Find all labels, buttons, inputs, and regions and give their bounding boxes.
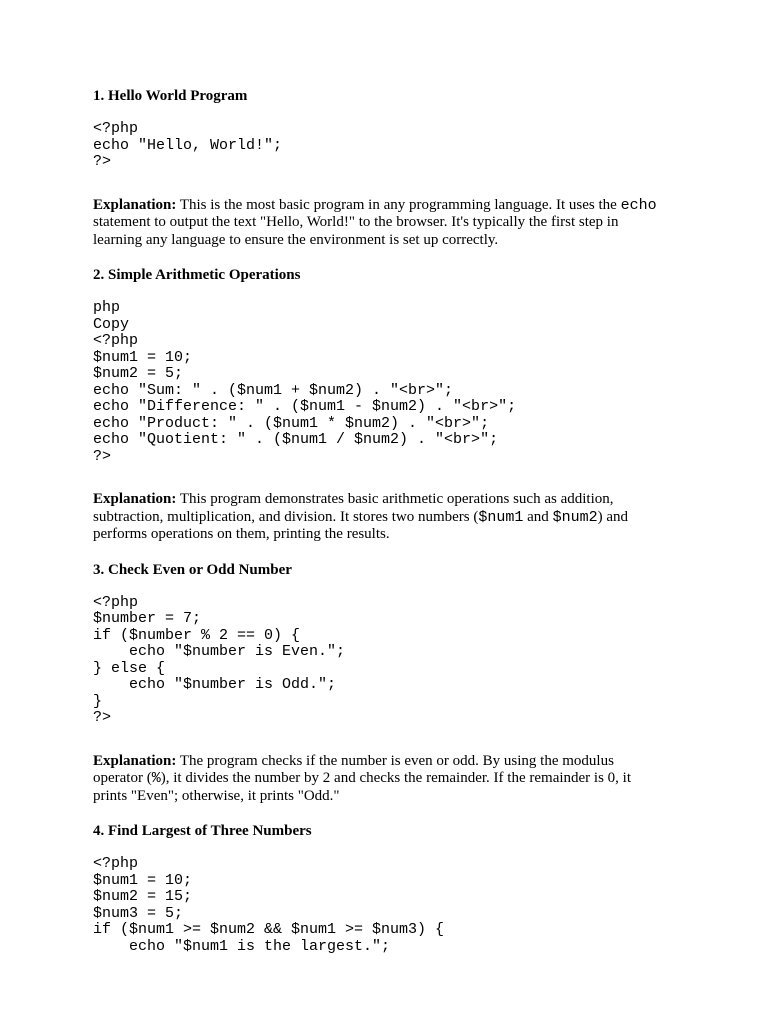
inline-code: $num2 [552,508,598,526]
code-line: echo "Product: " . ($num1 * $num2) . "<br>"; [93,414,490,432]
explanation-label: Explanation: [93,196,177,213]
inline-code: % [151,770,161,787]
section-heading: 2. Simple Arithmetic Operations [93,267,301,283]
code-line: $num2 = 5; [93,365,184,382]
code-line: echo "Hello, World!"; [93,136,283,154]
copy-button[interactable]: Copy [93,315,130,333]
code-line: echo "Quotient: " . ($num1 / $num2) . "<br>"; [93,431,499,448]
section-arithmetic [93,265,693,560]
code-line: $number = 7; [93,610,202,627]
code-line: if ($number % 2 == 0) { [93,626,301,644]
code-line: } else { [93,659,166,677]
code-block [93,595,693,727]
explanation-paragraph [93,197,663,250]
explanation-text: statement to output the text "Hello, World!" to the browser. It's typically the first step in learning any language to ensure the environment is set up correctly. [93,214,619,248]
code-line: echo "$num1 is the largest."; [93,937,391,955]
code-language-label: php [93,299,121,316]
code-line: $num2 = 15; [93,888,193,905]
section-even-odd [93,560,693,822]
code-line: echo "$number is Odd."; [93,676,337,693]
explanation-text: and [523,508,553,525]
explanation-text: ), it divides the number by 2 and checks the remainder. If the remainder is 0, it prints "Even"; otherwise, it prints "Odd." [93,770,632,804]
code-line: ?> [93,447,112,465]
section-hello-world [93,86,693,265]
code-line: if ($num1 >= $num2 && $num1 >= $num3) { [93,921,445,938]
code-line: } [93,692,103,710]
explanation-paragraph [93,491,663,544]
code-line: ?> [93,709,112,726]
code-line: <?php [93,593,139,611]
code-block [93,300,693,465]
explanation-text: This is the most basic program in any programming language. It uses the [179,196,617,213]
explanation-text: The program checks if the number is even or odd. By using the modulus operator ( [93,752,614,786]
code-block [93,856,693,955]
document-page [93,86,693,955]
inline-code: $num1 [478,508,524,526]
code-block [93,121,693,171]
section-heading: 1. Hello World Program [93,88,248,104]
explanation-paragraph [93,753,663,806]
code-line: echo "Sum: " . ($num1 + $num2) . "<br>"; [93,381,454,399]
code-line: <?php [93,120,139,137]
code-line: $num1 = 10; [93,348,193,366]
section-heading: 3. Check Even or Odd Number [93,561,292,578]
section-heading: 4. Find Largest of Three Numbers [93,823,312,839]
explanation-text: This program demonstrates basic arithmetic operations such as addition, subtraction, multiplication, and division. It stores two numbers ( [93,491,614,525]
explanation-label: Explanation: [93,752,177,769]
inline-code: echo [620,196,657,214]
explanation-text: ) and performs operations on them, printing the results. [93,508,628,542]
code-line: $num3 = 5; [93,904,184,922]
section-largest-number [93,821,693,955]
code-line: $num1 = 10; [93,871,193,889]
code-line: echo "Difference: " . ($num1 - $num2) . "<br>"; [93,398,517,415]
code-line: ?> [93,153,112,170]
code-line: <?php [93,332,139,349]
explanation-label: Explanation: [93,491,177,507]
code-line: echo "$number is Even."; [93,643,346,660]
code-line: <?php [93,855,139,872]
